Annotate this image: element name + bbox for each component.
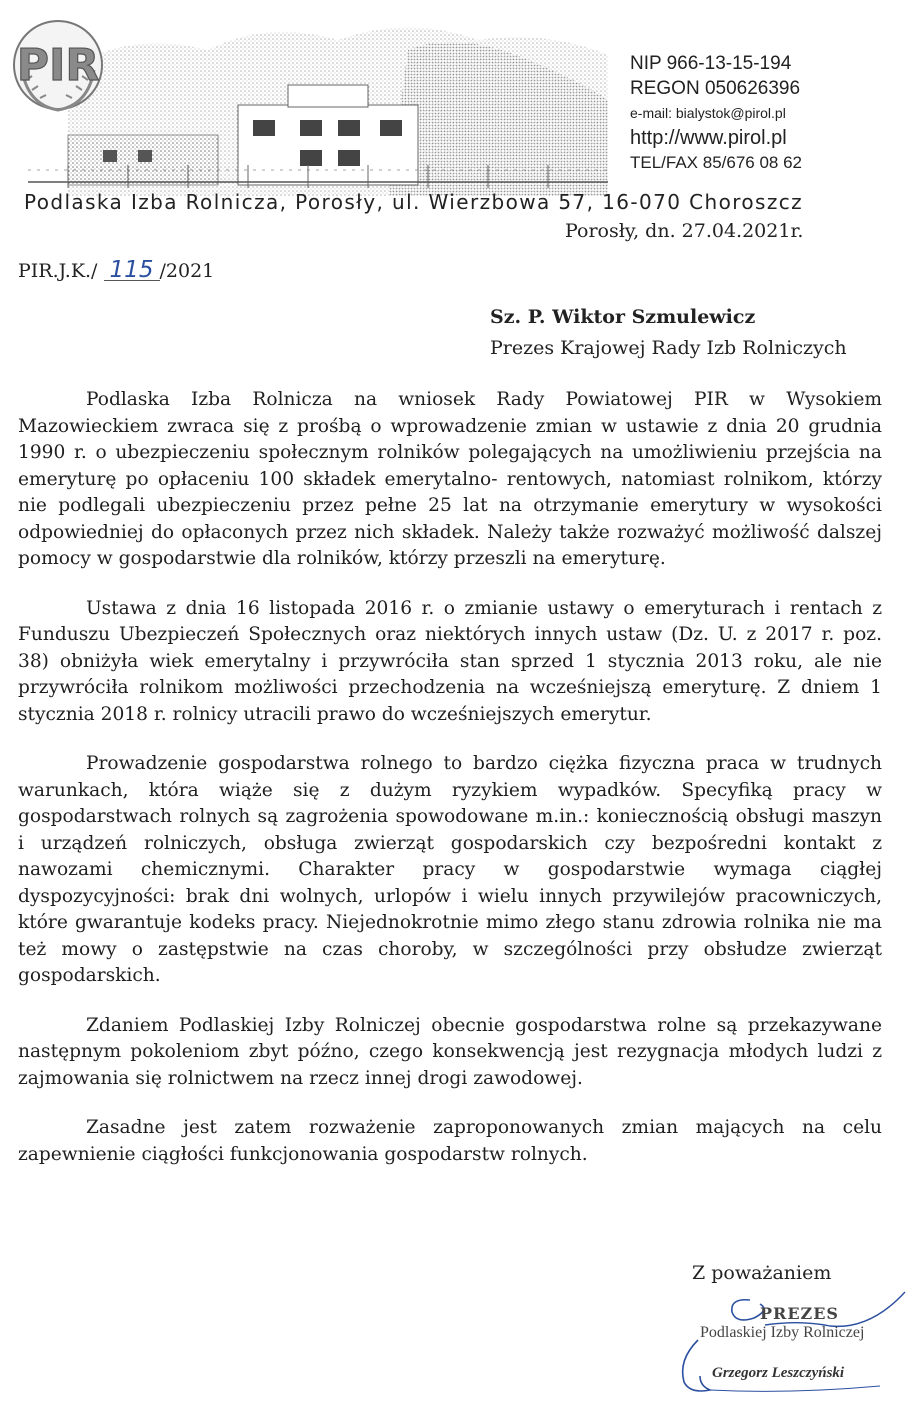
stamp-organization: Podlaskiej Izby Rolniczej [700,1324,865,1341]
recipient-title: Prezes Krajowej Rady Izb Rolniczych [490,337,847,359]
paragraph: Prowadzenie gospodarstwa rolnego to bardzo ciężka fizyczna praca w trudnych warunkach, która wiąże się z dużym ryzykiem wypadków. Specyfiką pracy w gospodarstwach rolnych są zagrożenia spowodowane m.in.: koniecznością obsługi maszyn i urządzeń rolniczych, obsługa zwierząt gospodarskich czy bezpośredni kontakt z nawozami chemicznymi. Charakter pracy w gospodarstwie wymaga ciągłej dyspozycyjności: brak dni wolnych, urlopów i wielu innych przywilejów pracowniczych, które gwarantuje kodeks pracy. Niejednokrotnie mimo złego stanu zdrowia rolnika nie ma też mowy o zastępstwie na czas choroby, w szczególności przy obsłudze zwierząt gospodarskich. [18,753,882,986]
svg-text:PIR: PIR [16,40,100,91]
sender-address: Podlaska Izba Rolnicza, Porosły, ul. Wierzbowa 57, 16-070 Choroszcz [24,190,804,214]
pir-logo-icon [14,21,102,110]
reference-handwritten-number: 115 [104,260,160,281]
regon-text: REGON 050626396 [630,78,801,99]
email-link: e-mail: bialystok@pirol.pl [630,105,786,121]
date-line: Porosły, dn. 27.04.2021r. [565,220,804,242]
stamp-name: Grzegorz Leszczyński [712,1365,845,1381]
stamp-title: PREZES [760,1304,839,1323]
reference-suffix: /2021 [159,260,215,282]
nip-text: NIP 966-13-15-194 [630,53,792,74]
paragraph: Zasadne jest zatem rozważenie zaproponowanych zmian mających na celu zapewnienie ciągłości funkcjonowania gospodarstw rolnych. [18,1117,882,1165]
letterhead-image [8,10,608,196]
telfax-text: TEL/FAX 85/676 08 62 [630,153,803,172]
paragraph: Zdaniem Podlaskiej Izby Rolniczej obecnie gospodarstwa rolne są przekazywane następnym pokoleniom zbyt późno, czego konsekwencją jest rezygnacja młodych ludzi z zajmowania się rolnictwem na rzecz innej drogi zawodowej. [18,1014,882,1089]
paragraph: Ustawa z dnia 16 listopada 2016 r. o zmianie ustawy o emeryturach i rentach z Funduszu Ubezpieczeń Społecznych oraz niektórych innych ustaw (Dz. U. z 2017 r. poz. 38) obniżyła wiek emerytalny i przywróciła stan sprzed 1 stycznia 2013 roku, ale nie przywróciła rolnikom możliwości przechodzenia na wcześniejszą emeryturę. Z dniem 1 stycznia 2018 r. rolnicy utracili prawo do wcześniejszych emerytur. [18,597,882,725]
letter-body [18,387,882,1191]
reference-number [18,257,215,283]
recipient-block [490,306,847,359]
recipient-name: Sz. P. Wiktor Szmulewicz [490,306,756,328]
website-link: http://www.pirol.pl [630,127,787,149]
closing-line: Z poważaniem [692,1262,832,1284]
paragraph: Podlaska Izba Rolnicza na wniosek Rady Powiatowej PIR w Wysokiem Mazowieckiem zwraca się z prośbą o wprowadzenie zmian w ustawie z dnia 20 grudnia 1990 r. o ubezpieczeniu społecznym rolników polegających na umożliwieniu przejścia na emeryturę po opłaceniu 100 składek emerytalno- rentowych, natomiast rolnikom, którzy nie podlegali ubezpieczeniu przez pełne 25 lat na otrzymanie emerytury w wysokości odpowiedniej do opłaconych przez nich składek. Należy także rozważyć możliwość dalszej pomocy w gospodarstwie dla rolników, którzy przeszli na emeryturę. [18,389,882,569]
reference-prefix: PIR.J.K./ [18,260,98,282]
signature-stamp [670,1290,910,1400]
